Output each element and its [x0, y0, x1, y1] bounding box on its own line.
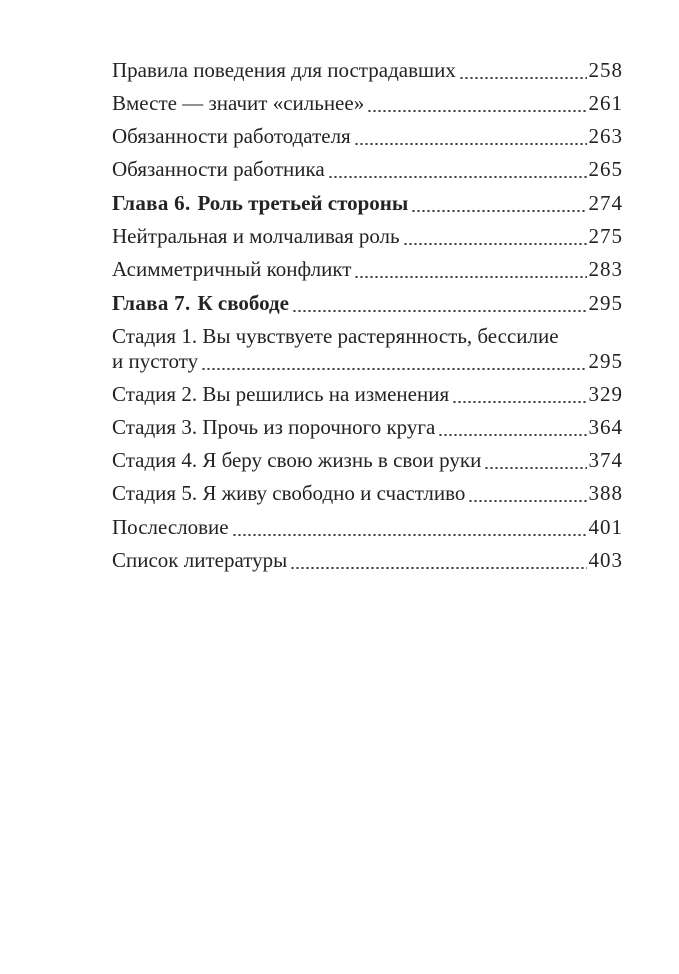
toc-entry-page-number: 388: [588, 481, 623, 505]
table-of-contents: [112, 58, 623, 581]
toc-entry-label: Обязанности работника: [112, 157, 325, 181]
toc-entry-row: [112, 382, 623, 407]
toc-item-entry: [112, 382, 623, 407]
dot-leader: [459, 77, 587, 79]
chapter-number-prefix: Глава 6.: [112, 191, 191, 215]
toc-entry-page-number: 275: [588, 224, 623, 248]
dot-leader: [232, 534, 587, 536]
toc-entry-row: [112, 58, 623, 83]
toc-entry-label: Асимметричный конфликт: [112, 257, 352, 281]
toc-entry-row: [112, 257, 623, 282]
toc-entry-page-number: 401: [588, 515, 623, 539]
toc-entry-label: Послесловие: [112, 515, 229, 539]
toc-item-entry: [112, 448, 623, 473]
toc-item-entry: [112, 548, 623, 573]
toc-entry-row: [112, 515, 623, 540]
toc-entry-label-continuation: и пустоту: [112, 349, 199, 373]
toc-entry-row: [112, 157, 623, 182]
toc-entry-page-number: 329: [588, 382, 623, 406]
toc-item-entry: [112, 481, 623, 506]
chapter-title: Роль третьей стороны: [197, 191, 409, 215]
toc-chapter-entry: [112, 191, 623, 216]
toc-item-entry: [112, 415, 623, 440]
toc-entry-label: Стадия 5. Я живу свободно и счастливо: [112, 481, 466, 505]
toc-entry-label: Стадия 1. Вы чувствуете растерянность, бессилие: [112, 324, 559, 348]
toc-entry-row: [112, 91, 623, 116]
dot-leader: [411, 210, 586, 212]
toc-entry-page-number: 374: [588, 448, 623, 472]
dot-leader: [438, 434, 586, 436]
toc-entry-page-number: 263: [588, 124, 623, 148]
toc-chapter-entry: [112, 291, 623, 316]
toc-entry-label: Нейтральная и молчаливая роль: [112, 224, 400, 248]
toc-entry-row: [112, 224, 623, 249]
toc-entry-label: Обязанности работодателя: [112, 124, 351, 148]
dot-leader: [484, 467, 586, 469]
toc-item-entry: [112, 157, 623, 182]
dot-leader: [354, 276, 586, 278]
toc-entry-label: Вместе — значит «сильнее»: [112, 91, 365, 115]
toc-entry-label: Стадия 4. Я беру свою жизнь в свои руки: [112, 448, 482, 472]
toc-entry-row: [112, 415, 623, 440]
toc-entry-row: [112, 349, 623, 374]
toc-entry-page-number: 265: [588, 157, 623, 181]
toc-entry-row: [112, 548, 623, 573]
toc-section: [112, 191, 623, 282]
toc-item-entry: [112, 124, 623, 149]
toc-item-entry: [112, 58, 623, 83]
dot-leader: [290, 567, 586, 569]
dot-leader: [403, 243, 587, 245]
dot-leader: [367, 110, 586, 112]
toc-entry-label: Список литературы: [112, 548, 288, 572]
toc-entry-page-number: 295: [588, 291, 623, 315]
toc-item-entry: [112, 324, 623, 374]
dot-leader: [354, 143, 587, 145]
toc-section: [112, 291, 623, 506]
toc-section: [112, 515, 623, 573]
dot-leader: [468, 500, 586, 502]
chapter-title: К свободе: [197, 291, 289, 315]
toc-item-entry: [112, 257, 623, 282]
dot-leader: [328, 176, 587, 178]
toc-entry-page-number: 295: [588, 349, 623, 373]
toc-entry-row: [112, 291, 623, 316]
toc-entry-page-number: 274: [588, 191, 623, 215]
dot-leader: [201, 368, 586, 370]
dot-leader: [452, 401, 586, 403]
toc-entry-row: [112, 448, 623, 473]
toc-entry-page-number: 261: [588, 91, 623, 115]
toc-entry-row: [112, 124, 623, 149]
toc-entry-row: [112, 481, 623, 506]
toc-item-entry: [112, 515, 623, 540]
toc-entry-row: [112, 191, 623, 216]
toc-entry-page-number: 403: [588, 548, 623, 572]
dot-leader: [292, 310, 587, 312]
toc-item-entry: [112, 224, 623, 249]
toc-entry-page-number: 258: [588, 58, 623, 82]
toc-item-entry: [112, 91, 623, 116]
toc-section: [112, 58, 623, 182]
chapter-number-prefix: Глава 7.: [112, 291, 191, 315]
toc-entry-label: Стадия 3. Прочь из порочного круга: [112, 415, 436, 439]
toc-entry-page-number: 283: [588, 257, 623, 281]
toc-entry-label: Стадия 2. Вы решились на изменения: [112, 382, 450, 406]
toc-entry-label: Правила поведения для пострадавших: [112, 58, 456, 82]
toc-entry-page-number: 364: [588, 415, 623, 439]
